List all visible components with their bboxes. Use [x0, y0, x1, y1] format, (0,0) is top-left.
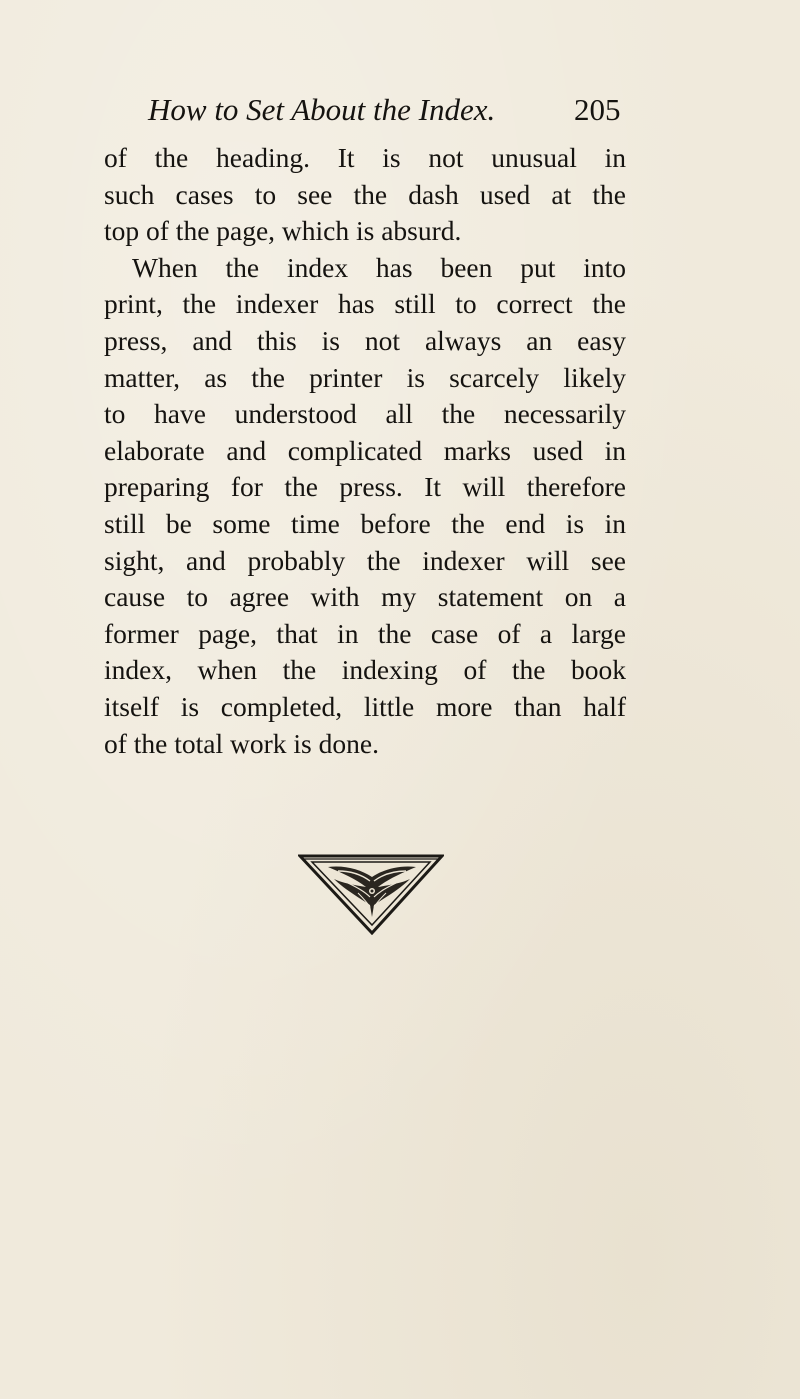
- text-line: print, the indexer has still to correct the: [104, 288, 626, 320]
- text-line: of the total work is done.: [104, 727, 379, 759]
- running-head-title: How to Set About the Index.: [148, 92, 496, 127]
- text-line: such cases to see the dash used at the: [104, 178, 626, 210]
- text-line: of the heading. It is not unusual in: [104, 142, 626, 173]
- running-head: [148, 88, 648, 132]
- tailpiece-ornament-icon: [298, 853, 444, 935]
- text-line: matter, as the printer is scarcely likely: [104, 361, 626, 393]
- text-line: still be some time before the end is in: [104, 507, 626, 539]
- text-line: sight, and probably the indexer will see: [104, 544, 626, 576]
- text-line: preparing for the press. It will therefore: [104, 471, 626, 503]
- text-line: cause to agree with my statement on a: [104, 581, 626, 613]
- text-line: elaborate and complicated marks used in: [104, 434, 626, 466]
- text-line: press, and this is not always an easy: [104, 324, 626, 356]
- text-line: top of the page, which is absurd.: [104, 215, 462, 247]
- text-line: former page, that in the case of a large: [104, 617, 626, 649]
- text-line: itself is completed, little more than half: [104, 690, 626, 722]
- text-line: index, when the indexing of the book: [104, 654, 626, 686]
- text-line: to have understood all the necessarily: [104, 398, 626, 430]
- page-number: 205: [574, 92, 621, 127]
- text-line: When the index has been put into: [132, 251, 626, 283]
- body-text: [104, 140, 626, 762]
